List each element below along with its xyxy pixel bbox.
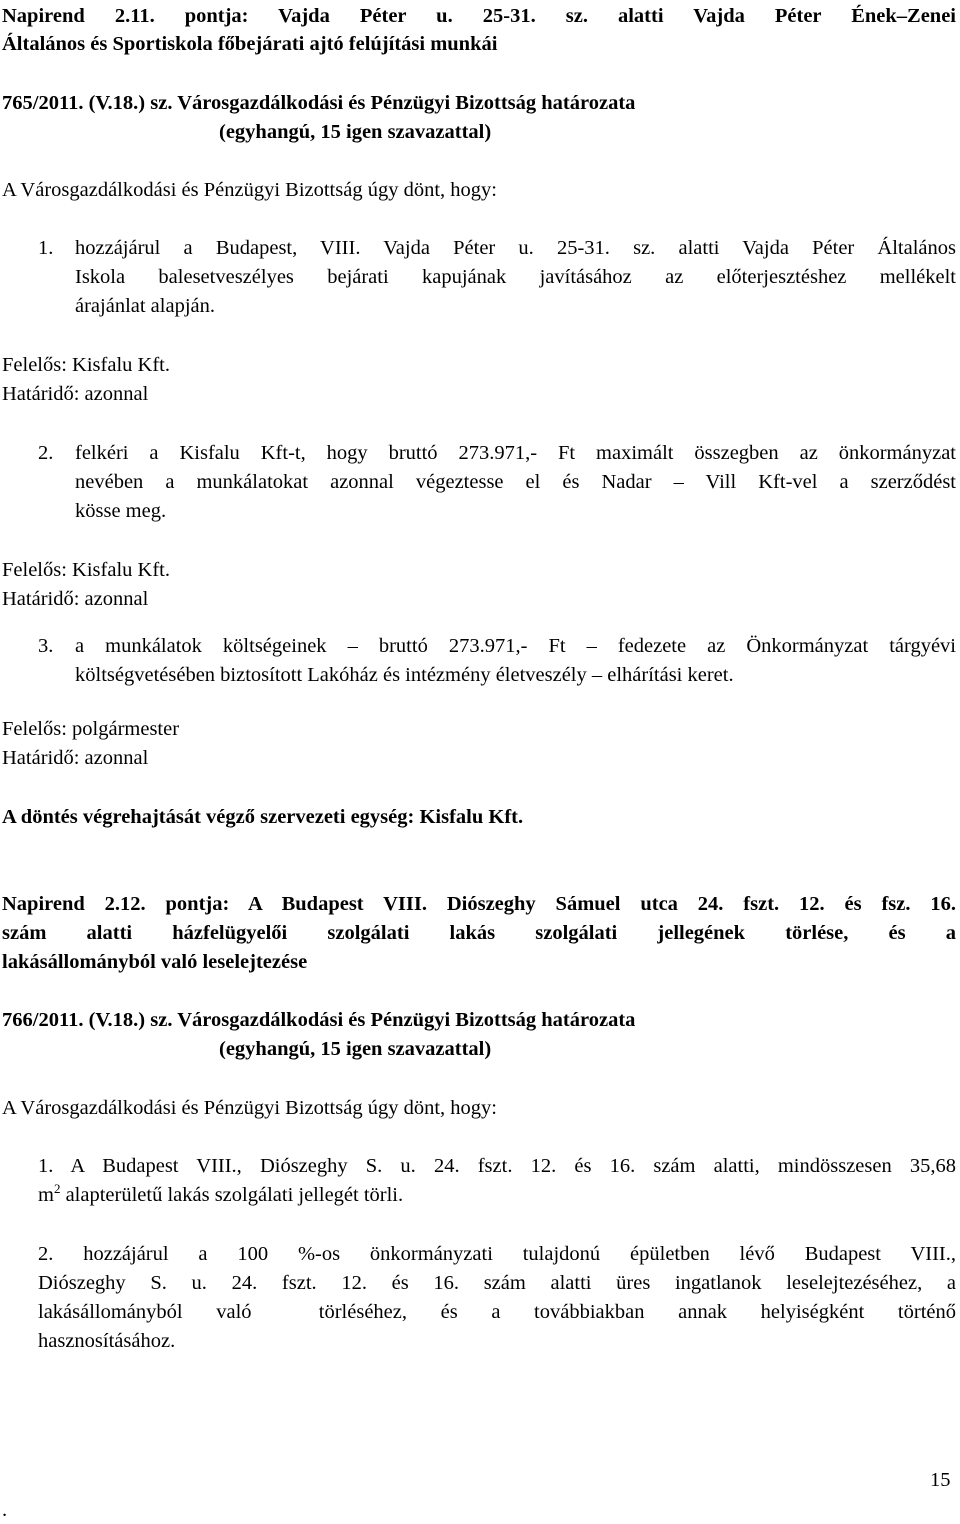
item-text-line: Diószeghy S. u. 24. fszt. 12. és 16. szám alatti üres ingatlanok leselejtezéséhez, a [38,1272,956,1294]
resolution-number: 765/2011. (V.18.) sz. Városgazdálkodási és Pénzügyi Bizottság határozata [2,92,636,114]
executing-unit: A döntés végrehajtását végző szervezeti egység: Kisfalu Kft. [2,806,524,828]
item-text-line: lakásállományból való törléséhez, és a továbbiakban annak helyiségként történő [38,1301,956,1323]
item-text-rest: alapterületű lakás szolgálati jellegét törli. [60,1184,404,1206]
item-text-line: a munkálatok költségeinek – bruttó 273.971,- Ft – fedezete az Önkormányzat tárgyévi [75,635,956,657]
item-number: 1. [38,237,54,259]
responsible-label: Felelős: polgármester [2,718,180,740]
item-text-line: 1. A Budapest VIII., Diószeghy S. u. 24. fszt. 12. és 16. szám alatti, mindösszesen 35,68 [38,1155,956,1177]
item-text-line: 2. hozzájárul a 100 %-os önkormányzati tulajdonú épületben lévő Budapest VIII., [38,1243,956,1265]
item-text-line: kösse meg. [75,500,167,522]
responsible-label: Felelős: Kisfalu Kft. [2,559,170,581]
decision-intro: A Városgazdálkodási és Pénzügyi Bizottság úgy dönt, hogy: [2,179,497,201]
item-number: 3. [38,635,54,657]
item-text-line: Iskola balesetveszélyes bejárati kapujának javításához az előterjesztéshez mellékelt [75,266,956,288]
item-text-line: nevében a munkálatokat azonnal végeztesse el és Nadar – Vill Kft-vel a szerződést [75,471,956,493]
footer-dot: . [2,1499,8,1521]
area-unit: m [38,1184,54,1206]
agenda-title-line3: lakásállományból való leselejtezése [2,951,308,973]
agenda-title-line1: Napirend 2.12. pontja: A Budapest VIII. Diószeghy Sámuel utca 24. fszt. 12. és fsz. 16. [2,893,956,915]
area-unit-exponent: 2 [53,1181,61,1197]
vote-result: (egyhangú, 15 igen szavazattal) [219,1038,492,1060]
item-text-line [38,1181,403,1209]
item-number: 2. [38,442,54,464]
vote-result: (egyhangú, 15 igen szavazattal) [219,121,492,143]
deadline-label: Határidő: azonnal [2,747,149,769]
item-text-line: felkéri a Kisfalu Kft-t, hogy bruttó 273.971,- Ft maximált összegben az önkormányzat [75,442,956,464]
agenda-title-line2: Általános és Sportiskola főbejárati ajtó felújítási munkái [2,33,498,55]
item-text-line: hasznosításához. [38,1330,176,1352]
item-text-line: hozzájárul a Budapest, VIII. Vajda Péter u. 25-31. sz. alatti Vajda Péter Általános [75,237,956,259]
item-text-line: árajánlat alapján. [75,295,215,317]
deadline-label: Határidő: azonnal [2,588,149,610]
agenda-title-line1: Napirend 2.11. pontja: Vajda Péter u. 25-31. sz. alatti Vajda Péter Ének–Zenei [2,5,956,27]
decision-intro: A Városgazdálkodási és Pénzügyi Bizottság úgy dönt, hogy: [2,1097,497,1119]
deadline-label: Határidő: azonnal [2,383,149,405]
page-number: 15 [930,1469,951,1491]
responsible-label: Felelős: Kisfalu Kft. [2,354,170,376]
resolution-number: 766/2011. (V.18.) sz. Városgazdálkodási és Pénzügyi Bizottság határozata [2,1009,636,1031]
item-text-line: költségvetésében biztosított Lakóház és intézmény életveszély – elhárítási keret. [75,664,734,686]
agenda-title-line2: szám alatti házfelügyelői szolgálati lakás szolgálati jellegének törlése, és a [2,922,956,944]
